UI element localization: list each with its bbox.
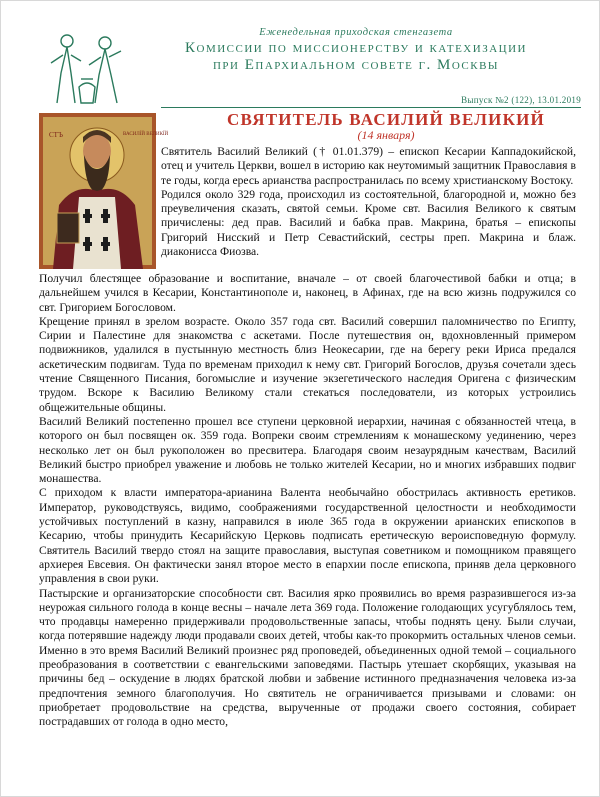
article-body: [39, 272, 576, 730]
missionary-logo-icon: [41, 29, 133, 107]
paragraph: Крещение принял в зрелом возрасте. Около 357 года свт. Василий совершил паломничество по Египту, Сирии и Палестине для знакомства с аскетами. После путешествия он, вдохновленный примером подвижников, удалился в пустынную местность близ Неокесарии, где на берегу реки Ириса предался аскетическим подвигам. Туда по временам приходил к нему свт. Григорий Богослов, друзья сочетали здесь чтение Священного Писания, богомыслие и изучение экзегетического наследия Оригена с физическим трудом. Вскоре к Василию Великому стали стекаться последователи, из которых устроились общежительные общины.: [39, 314, 576, 414]
paragraph: Получил блестящее образование и воспитание, вначале – от своей благочестивой бабки и отца; в дальнейшем учился в Кесарии, Константинополе и, наконец, в Афинах, где на всю жизнь подружился со свт. Григорием Богословом.: [39, 272, 576, 314]
paragraph: Василий Великий постепенно прошел все ступени церковной иерархии, начиная с обязанностей чтеца, в которого он был посвящен ок. 359 года. Вопреки своим стремлениям к монашескому уединению, через несколько лет он был рукоположен во пресвитера. Благодаря своим незаурядным качествам, Василий Великий быстро приобрел уважение и любовь не только жителей Кесарии, но и многих избравших подвиг монашества.: [39, 414, 576, 486]
article-title: СВЯТИТЕЛЬ ВАСИЛИЙ ВЕЛИКИЙ: [227, 110, 545, 129]
header-divider: [161, 107, 581, 108]
paragraph: Святитель Василий Великий († 01.01.379) – епископ Кесарии Каппадокийской, отец и учитель Церкви, вошел в историю как неутомимый защитник Православия в те годы, когда ересь арианства распространилась по всему христианскому Востоку.: [161, 145, 576, 187]
masthead-subtitle: Еженедельная приходская стенгазета: [259, 27, 453, 38]
masthead-title-line2: при Епархиальном совете г. Москвы: [212, 57, 500, 73]
saint-icon-image: [39, 113, 169, 269]
masthead: [151, 27, 561, 74]
paragraph: Родился около 329 года, происходил из состоятельной, благородной и, можно без преувеличения сказать, святой семьи. Кроме свт. Василия Великого к святым причислены: дед прав. Василий и бабка прав. Макрина, братья – епископы Григорий Нисский и Петр Севастийский, сестры преп. Макрина и блаж. диаконисса Фиозва.: [161, 187, 576, 259]
icon-label-right: ВАСИЛЇЙ ВЕЛИКЇЙ: [123, 132, 169, 137]
masthead-title-line1: Комиссии по миссионерству и катехизации: [185, 40, 527, 56]
icon-label-left: СТЪ: [49, 131, 63, 139]
paragraph: С приходом к власти императора-арианина Валента необычайно обострилась активность еретиков. Император, руководствуясь, видимо, соображениями государственной целостности и необходимости устойчивых поступлений в казну, направился в июле 365 года в окружении арианских епископов в Кесарию, чтобы принудить Кесарийскую Церковь подписать еретическую вероисповедную формулу. Святитель Василий твердо стоял на защите православия, выступая советником и помощником правящего архиерея Евсевия. Он фактически занял второе место в епархии после епископа, приняв дела церковного управления в свои руки.: [39, 486, 576, 586]
paragraph: Пастырские и организаторские способности свт. Василия ярко проявились во время разразившегося из-за неурожая сильного голода в конце весны – начале лета 369 года. Положение голодающих усугублялось тем, что продавцы намеренно придерживали продовольственные запасы, чтобы поднять цену. Были случаи, когда потерявшие надежду люди продавали своих детей, чтобы как-то прокормить остальных членов семьи. Именно в это время Василий Великий произнес ряд проповедей, объединенных одной темой – социального преобразования в соответствии с евангельскими заповедями. Пастырь утешает скорбящих, указывая на причины бед – оскудение в людях братской любви и забвение истинного предназначения человека из-за предпочтения земного благополучия. Но святитель не ограничивается призывами и словами: он приобретает продовольствие на средства, вырученные от продажи своего состояния, собирает пострадавших от голода в одно место,: [39, 586, 576, 729]
issue-number: Выпуск №2 (122), 13.01.2019: [461, 95, 581, 105]
article-date: (14 января): [357, 128, 415, 142]
article-intro: [161, 145, 576, 259]
